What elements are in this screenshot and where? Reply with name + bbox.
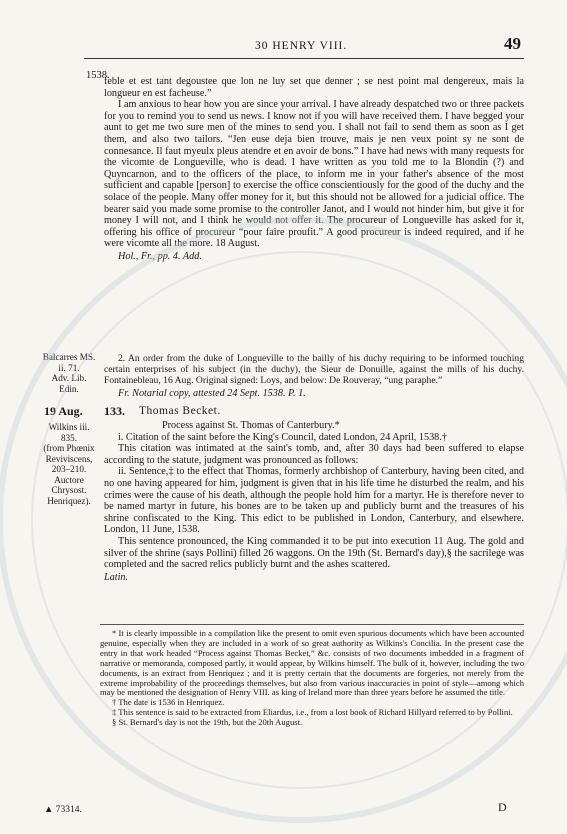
footnote-2: † The date is 1536 in Henriquez. — [112, 697, 225, 708]
footnotes — [100, 629, 524, 728]
page-header — [0, 36, 567, 58]
margin-ref-wilkins: Wilkins iii. 835. (from Phœnix Reviviscens, 203–210. Auctore Chrysost. Henriquez). — [43, 422, 95, 506]
item-2 — [104, 353, 524, 399]
sentence: ii. Sentence,‡ to the effect that Thomas, formerly archbishop of Canterbury, having been cited, and no one having appeared for him, judgment is given that in his life time he disturbed the realm, and his crimes were the cause of his death, although the people hold him for a martyr. He is therefore never to be named martyr in future, his bones are to be taken up and publicly burnt and the treasures of his shrine confiscated to the King. This edict to be published in London, Canterbury, and elsewhere. London, 11 June, 1538. — [104, 466, 524, 536]
footnote-rule — [100, 624, 524, 625]
page-number: 49 — [504, 34, 521, 53]
footnote-4: § St. Bernard's day is not the 19th, but the 20th August. — [112, 717, 303, 728]
letter-body: I am anxious to hear how you are since your arrival. I have already despatched two or three packets for you to remind you to send us news. I know not if you will have received them. I have begged your aunt to get me two sure men of the mines to send you. I shall not fail to send them as soon as I get them, and also two tailors. “Jen euse deja bien trouve, mais je nen veux point sy ne sont de connesance. Il faut myeulx pleus atendre et en avoir de bons.” I have had news with many requests for the vicomte de Longueville, who is dead. I have written as you told me to la Blondin (?) and Quyncarnon, and to the officers of the place, to inform me in your father's absence of the most sufficient and capable [person] to exercise the office conscientiously for the good of the duchy and the solace of the people. Many offer money for it, but this should not be allowed for a judicial office. The bearer said you made some promise to the controller Janot, and I would not hinder him, but give it for money I will not, and I think he would not offer it. The procureur of Longueville has asked for it, offering his office of procureur “pour faire proufit.” A good procureur is indeed required, and if he were vicomte all the more. 18 August. — [104, 99, 524, 250]
language-note: Latin. — [104, 571, 129, 583]
running-head: 30 HENRY VIII. — [255, 40, 348, 52]
entry-number: 133. — [104, 404, 125, 418]
intimation: This citation was intimated at the saint's tomb, and, after 30 days had been suffered to elapse according to the statute, judgment was pronounced as follows: — [104, 443, 524, 466]
citation: i. Citation of the saint before the King's Council, dated London, 24 April, 1538.† — [118, 431, 447, 443]
letter-text — [104, 76, 524, 263]
entry-date: 19 Aug. — [44, 404, 83, 418]
source-note-1: Hol., Fr., pp. 4. Add. — [118, 250, 202, 262]
process-title: Process against St. Thomas of Canterbury.* — [162, 420, 340, 431]
source-note-2: Fr. Notarial copy, attested 24 Sept. 1538. P. 1. — [118, 388, 306, 399]
year-margin: 1538. — [86, 70, 110, 81]
entry-title: Thomas Becket. — [139, 405, 221, 417]
item-2-text: 2. An order from the duke of Longueville to the bailly of his duchy requiring to be informed touching certain enterprises of his subject (in the duchy), the Sieur de Donuille, against the mills of his duchy. Fontainebleau, 16 Aug. Original signed: Loys, and below: De Rouveray, “ung paraphe.” — [104, 353, 524, 386]
header-rule — [84, 58, 524, 59]
french-quote: feble et est tant degoustee que lon ne luy set que denner ; se nest point mal dengereux, mais la longueur en est facheuse.” — [104, 76, 524, 99]
execution: This sentence pronounced, the King commanded it to be put into execution 11 Aug. The gold and silver of the shrine (says Pollini) filled 26 waggons. On the 19th (St. Bernard's day),§ the sacrilege was completed and the sacred relics publicly burnt and the ashes scattered. — [104, 535, 525, 571]
process-text — [104, 420, 524, 583]
footer-signature-letter: D — [498, 800, 507, 814]
footer-signature: ▲ 73314. — [44, 805, 82, 815]
footnote-3: ‡ This sentence is said to be extracted from Eliardus, i.e., from a lost book of Richard Hillyard referred to by Pollini. — [112, 707, 513, 718]
margin-ref-balcarres: Balcarres MS. ii. 71. Adv. Lib. Edin. — [42, 352, 96, 394]
footnote-1: * It is clearly impossible in a compilation like the present to omit even spurious documents which have been accounted genuine, especially when they are included in a work of so great authority as Wilkins's Concilia. In the present case the entry in that work headed “Process against Thomas Becket,” &c. consists of two documents imbedded in a fragment of narrative or memoranda, composed partly, it would appear, by Wilkins himself. The bulk of it, however, including the two documents, is an extract from Henriquez ; and it is pretty certain that the documents are forgeries, not merely from the extreme improbability of the proceedings themselves, but also from various inaccuracies in point of style—among which may be mentioned the designation of Henry VIII. as king of Ireland more than three years before he assumed the title. — [100, 628, 524, 698]
